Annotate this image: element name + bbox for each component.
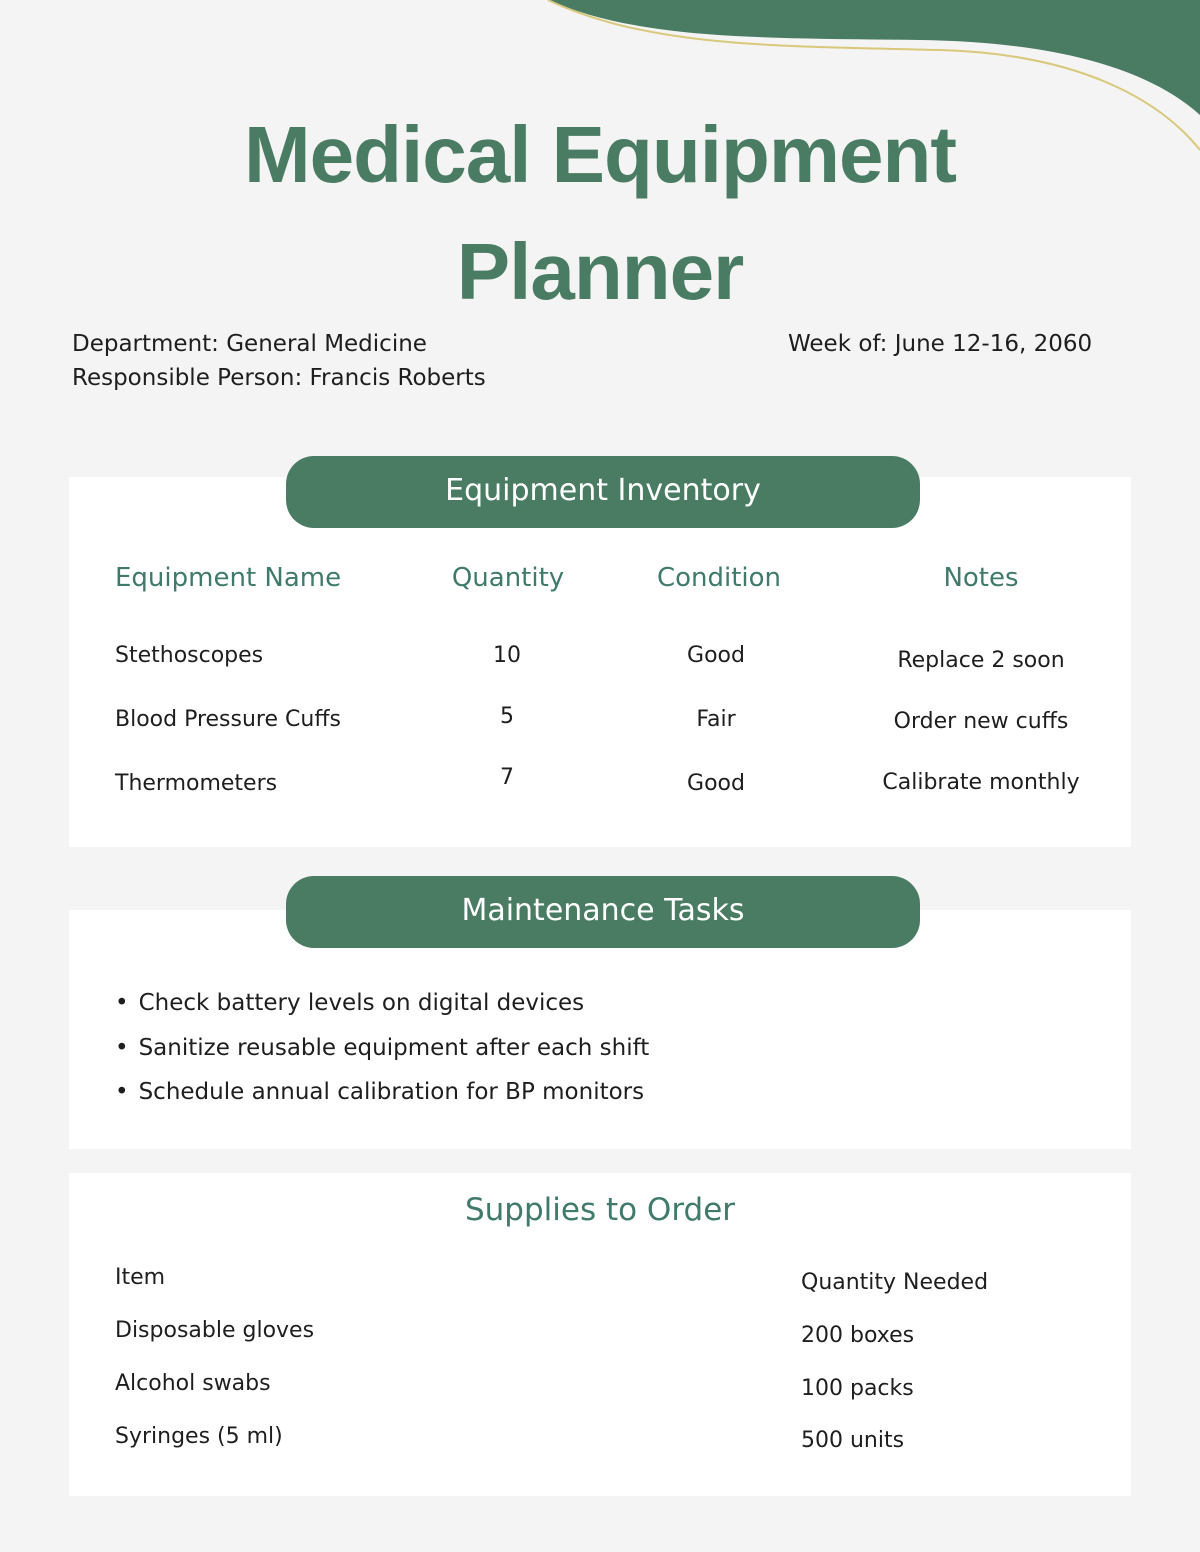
equipment-notes: Order new cuffs [893, 709, 1069, 734]
bullet: • [115, 1079, 129, 1105]
equipment-condition: Good [687, 771, 745, 796]
meta-left [72, 327, 486, 395]
supplies-heading: Supplies to Order [464, 1192, 736, 1228]
list-item [115, 1035, 649, 1061]
column-header-condition: Condition [656, 563, 782, 593]
page-title-line-1: Medical Equipment [244, 110, 956, 199]
column-header-notes: Notes [943, 563, 1019, 593]
week-label: Week of: June 12-16, 2060 [788, 331, 1093, 357]
equipment-condition: Fair [696, 707, 736, 732]
equipment-quantity: 5 [500, 704, 514, 729]
responsible-person-label: Responsible Person: Francis Roberts [72, 365, 486, 391]
bullet: • [115, 990, 129, 1016]
inventory-heading: Equipment Inventory [286, 456, 920, 528]
column-header-equipment-name: Equipment Name [115, 563, 342, 593]
wave-shape [548, 0, 1200, 115]
equipment-quantity: 7 [500, 765, 514, 790]
supply-item: Alcohol swabs [115, 1371, 271, 1396]
list-item [115, 990, 584, 1016]
list-item [115, 1079, 644, 1105]
supply-quantity: 500 units [801, 1428, 905, 1453]
equipment-condition: Good [687, 643, 745, 668]
department-label: Department: General Medicine [72, 331, 427, 357]
page-title-line-2: Planner [456, 227, 744, 316]
supplies-header-quantity: Quantity Needed [801, 1270, 989, 1295]
equipment-quantity: 10 [493, 643, 521, 668]
equipment-name: Thermometers [115, 771, 278, 796]
equipment-notes: Calibrate monthly [882, 770, 1080, 795]
task-text: Sanitize reusable equipment after each shift [138, 1035, 650, 1061]
supply-item: Syringes (5 ml) [115, 1424, 283, 1449]
equipment-notes: Replace 2 soon [897, 648, 1065, 673]
maintenance-heading: Maintenance Tasks [286, 876, 920, 948]
supply-quantity: 200 boxes [801, 1323, 915, 1348]
task-text: Check battery levels on digital devices [138, 990, 585, 1016]
supply-item: Disposable gloves [115, 1318, 315, 1343]
supplies-header-item: Item [115, 1265, 166, 1290]
supply-quantity: 100 packs [801, 1376, 914, 1401]
task-text: Schedule annual calibration for BP monitors [138, 1079, 645, 1105]
equipment-name: Blood Pressure Cuffs [115, 707, 341, 732]
column-header-quantity: Quantity [451, 563, 565, 593]
bullet: • [115, 1035, 129, 1061]
equipment-name: Stethoscopes [115, 643, 264, 668]
